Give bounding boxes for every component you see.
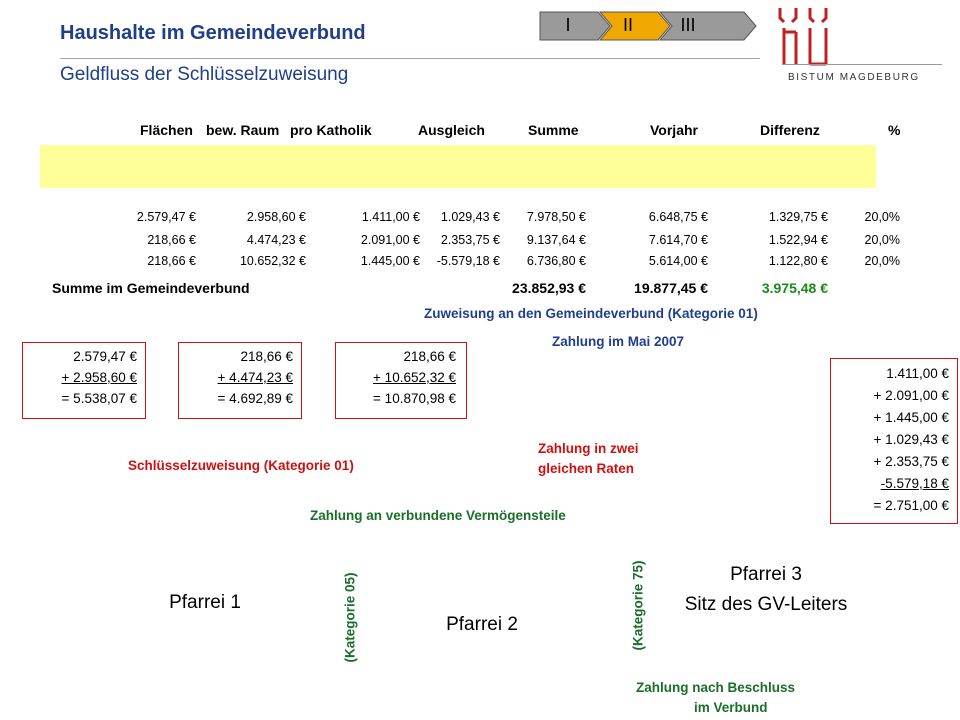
table-cell: 1.329,75 € bbox=[768, 210, 828, 224]
table-cell: 7.978,50 € bbox=[526, 210, 586, 224]
calc-line: + 2.091,00 € bbox=[873, 388, 949, 403]
calc-line: -5.579,18 € bbox=[880, 476, 949, 491]
table-cell: 10.652,32 € bbox=[239, 254, 306, 268]
calc-box-verbund bbox=[830, 358, 958, 524]
label-beschluss-2: im Verbund bbox=[694, 700, 768, 715]
parish-3-label-line2: Sitz des GV-Leiters bbox=[684, 594, 848, 615]
table-cell: 6.648,75 € bbox=[648, 210, 708, 224]
table-cell: 9.137,64 € bbox=[526, 233, 586, 247]
table-cell: 6.736,80 € bbox=[526, 254, 586, 268]
table-cell: 1.411,00 € bbox=[361, 210, 420, 224]
parish-1-label: Pfarrei 1 bbox=[169, 592, 241, 613]
calc-line: + 10.652,32 € bbox=[373, 370, 456, 385]
sum-row-differenz: 3.975,48 € bbox=[761, 280, 828, 296]
col-header-differenz: Differenz bbox=[760, 122, 820, 138]
step-label-2: II bbox=[622, 15, 633, 35]
label-schluesselzuweisung: Schlüsselzuweisung (Kategorie 01) bbox=[128, 458, 354, 473]
calc-line: + 1.029,43 € bbox=[873, 432, 949, 447]
col-header-pro-katholik: pro Katholik bbox=[290, 122, 372, 138]
table-cell: 20,0% bbox=[864, 233, 900, 247]
calc-line: 218,66 € bbox=[240, 349, 293, 364]
table-cell: -5.579,18 € bbox=[436, 254, 500, 268]
calc-box-pfarrei-3 bbox=[335, 342, 467, 419]
parish-3-label-line1: Pfarrei 3 bbox=[730, 564, 802, 585]
table-cell: 20,0% bbox=[864, 254, 900, 268]
logo-text: BISTUM MAGDEBURG bbox=[788, 72, 920, 83]
table-cell: 1.445,00 € bbox=[360, 254, 420, 268]
calc-line: 218,66 € bbox=[403, 349, 456, 364]
calc-line: 1.411,00 € bbox=[886, 366, 949, 381]
table-cell: 1.522,94 € bbox=[768, 233, 828, 247]
table-cell: 20,0% bbox=[864, 210, 900, 224]
table-cell: 2.958,60 € bbox=[246, 210, 306, 224]
table-cell: 2.353,75 € bbox=[440, 233, 500, 247]
calc-box-pfarrei-1 bbox=[22, 342, 146, 419]
table-cell: 218,66 € bbox=[147, 233, 196, 247]
label-vermoegensteile: Zahlung an verbundene Vermögensteile bbox=[310, 508, 566, 523]
label-zwei-raten-2: gleichen Raten bbox=[538, 461, 635, 476]
table-cell: 5.614,00 € bbox=[648, 254, 708, 268]
calc-line: + 1.445,00 € bbox=[873, 410, 949, 425]
calc-line: + 2.353,75 € bbox=[873, 454, 949, 469]
label-beschluss-1: Zahlung nach Beschluss bbox=[636, 680, 796, 695]
table-cell: 4.474,23 € bbox=[246, 233, 306, 247]
calc-line: = 10.870,98 € bbox=[373, 391, 456, 406]
table-cell: 2.091,00 € bbox=[360, 233, 420, 247]
sum-row-summe: 23.852,93 € bbox=[512, 280, 586, 296]
col-header-vorjahr: Vorjahr bbox=[650, 122, 698, 138]
step-label-1: I bbox=[565, 15, 571, 35]
table-cell: 1.122,80 € bbox=[768, 254, 828, 268]
label-zwei-raten-1: Zahlung in zwei bbox=[538, 441, 639, 456]
table-cell: 7.614,70 € bbox=[648, 233, 708, 247]
label-kategorie-75: (Kategorie 75) bbox=[630, 560, 646, 651]
col-header-bew-raum: bew. Raum bbox=[206, 122, 280, 138]
table-cell: 2.579,47 € bbox=[136, 210, 196, 224]
page-title: Haushalte im Gemeindeverbund bbox=[60, 22, 366, 44]
table-cell: 218,66 € bbox=[147, 254, 196, 268]
calc-line: + 2.958,60 € bbox=[61, 370, 137, 385]
label-zuweisung-gv: Zuweisung an den Gemeindeverbund (Kategorie 01) bbox=[424, 306, 758, 321]
table-cell: 1.029,43 € bbox=[440, 210, 500, 224]
sum-row-vorjahr: 19.877,45 € bbox=[634, 280, 708, 296]
col-header-ausgleich: Ausgleich bbox=[418, 122, 485, 138]
col-header-pct: % bbox=[888, 122, 901, 138]
calc-line: = 5.538,07 € bbox=[61, 391, 137, 406]
col-header-summe: Summe bbox=[528, 122, 579, 138]
label-kategorie-05: (Kategorie 05) bbox=[342, 572, 358, 663]
sum-row-label: Summe im Gemeindeverbund bbox=[52, 280, 250, 296]
table-graphics bbox=[0, 0, 876, 188]
calc-line: = 4.692,89 € bbox=[217, 391, 293, 406]
calc-line: 2.579,47 € bbox=[73, 349, 137, 364]
calc-line: = 2.751,00 € bbox=[873, 498, 949, 513]
parish-2-label: Pfarrei 2 bbox=[446, 614, 518, 635]
step-label-3: III bbox=[680, 15, 696, 35]
col-header-flaechen: Flächen bbox=[140, 122, 193, 138]
calc-line: + 4.474,23 € bbox=[217, 370, 293, 385]
label-zahlung-mai: Zahlung im Mai 2007 bbox=[552, 334, 685, 349]
page-subtitle: Geldfluss der Schlüsselzuweisung bbox=[60, 64, 349, 85]
calc-box-pfarrei-2 bbox=[178, 342, 302, 419]
